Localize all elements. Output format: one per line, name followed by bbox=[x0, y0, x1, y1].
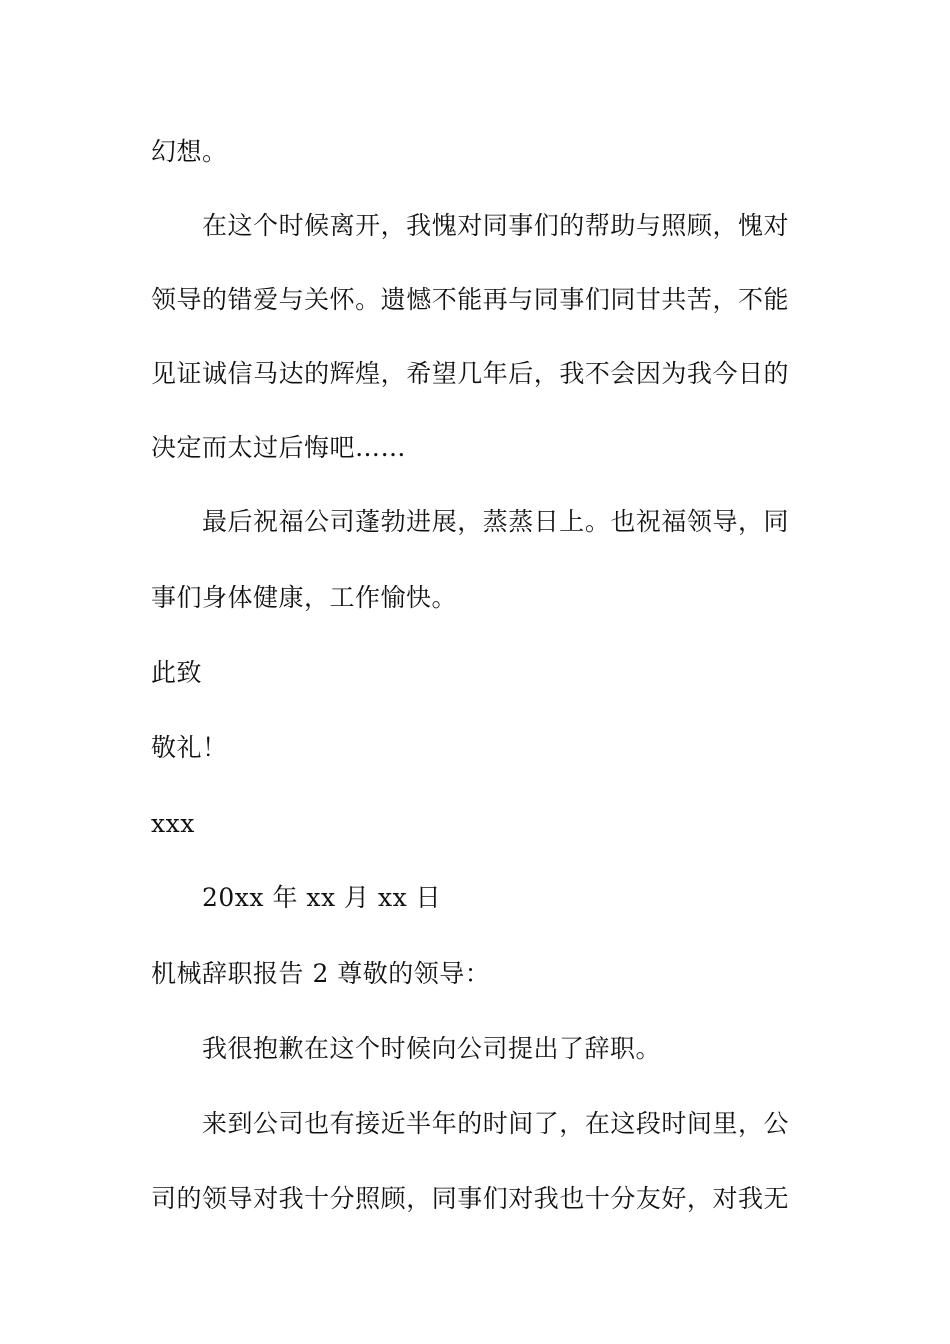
closing-regards: 敬礼！ bbox=[151, 733, 228, 762]
text-line: 领导的错爱与关怀。遗憾不能再与同事们同甘共苦，不能 bbox=[151, 285, 789, 314]
signature-date: 20xx 年 xx 月 xx 日 bbox=[202, 883, 442, 912]
paragraph-start-line: 来到公司也有接近半年的时间了，在这段时间里，公 bbox=[202, 1109, 789, 1138]
text-line: 事们身体健康，工作愉快。 bbox=[151, 583, 458, 612]
paragraph-start-line: 最后祝福公司蓬勃进展，蒸蒸日上。也祝福领导，同 bbox=[202, 507, 789, 536]
closing-salutation: 此致 bbox=[151, 658, 203, 687]
text-line: 决定而太过后悔吧…… bbox=[151, 433, 407, 462]
text-line: 见证诚信马达的辉煌，希望几年后，我不会因为我今日的 bbox=[151, 359, 789, 388]
paragraph-start-line: 我很抱歉在这个时候向公司提出了辞职。 bbox=[202, 1034, 662, 1063]
text-line: 幻想。 bbox=[151, 137, 228, 166]
section-heading: 机械辞职报告 2 尊敬的领导： bbox=[151, 959, 491, 988]
signature-name: xxx bbox=[151, 809, 195, 838]
paragraph-start-line: 在这个时候离开，我愧对同事们的帮助与照顾，愧对 bbox=[202, 211, 789, 240]
text-line: 司的领导对我十分照顾，同事们对我也十分友好，对我无 bbox=[151, 1184, 789, 1213]
